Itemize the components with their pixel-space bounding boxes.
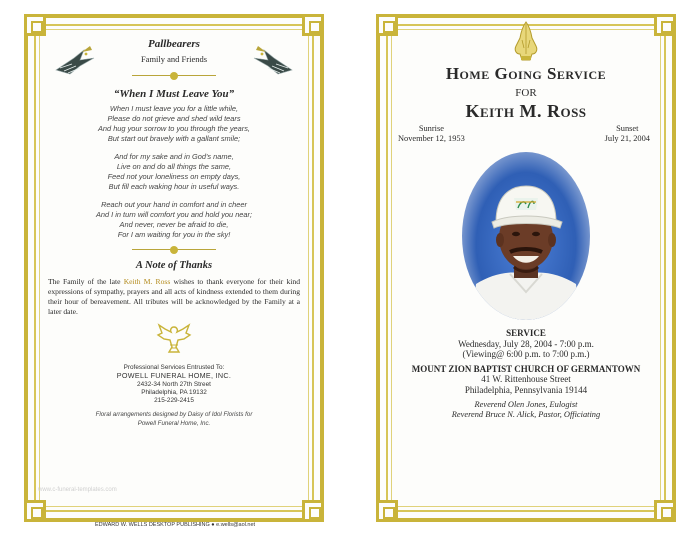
thanks-text bbox=[44, 277, 304, 317]
funeral-home-address: 2432-34 North 27th Street bbox=[137, 380, 211, 388]
poem-line: Reach out your hand in comfort and in cheer bbox=[101, 200, 247, 209]
service-date-time: Wednesday, July 28, 2004 - 7:00 p.m. bbox=[458, 338, 594, 349]
corner-ornament bbox=[24, 14, 46, 36]
poem-stanza bbox=[44, 104, 304, 144]
corner-ornament bbox=[654, 14, 676, 36]
portrait-image bbox=[462, 152, 590, 320]
corner-ornament bbox=[376, 500, 398, 522]
portrait-photo bbox=[462, 152, 590, 320]
viewing-time: (Viewing@ 6:00 p.m. to 7:00 p.m.) bbox=[462, 349, 590, 360]
dove-icon bbox=[54, 44, 98, 78]
life-dates bbox=[396, 124, 656, 146]
sunrise-date: November 12, 1953 bbox=[398, 134, 465, 143]
poem-line: And I in turn will comfort you and hold you near; bbox=[95, 210, 253, 219]
funeral-home-city: Philadelphia, PA 19132 bbox=[141, 388, 207, 396]
for-label: FOR bbox=[515, 87, 537, 99]
poem-line: And for my sake and in God's name, bbox=[114, 152, 234, 161]
funeral-home-name: POWELL FUNERAL HOME, INC. bbox=[116, 371, 232, 381]
watermark-text: www.c-funeral-templates.com bbox=[38, 487, 117, 493]
service-heading: SERVICE bbox=[506, 328, 546, 338]
entrusted-label: Professional Services Entrusted To: bbox=[123, 364, 225, 371]
poem-stanza bbox=[44, 200, 304, 240]
church-name: MOUNT ZION BAPTIST CHURCH OF GERMANTOWN bbox=[411, 363, 641, 374]
dove-icon bbox=[250, 44, 294, 78]
eagle-emblem-icon bbox=[156, 323, 192, 355]
sunset-block bbox=[605, 124, 650, 144]
pallbearers-title: Pallbearers bbox=[148, 38, 200, 50]
officiants bbox=[396, 400, 656, 421]
eulogist: Reverend Olen Jones, Eulogist bbox=[474, 399, 578, 409]
ornamental-divider bbox=[132, 72, 216, 80]
poem-title: “When I Must Leave You” bbox=[113, 88, 235, 100]
pallbearers-subtitle: Family and Friends bbox=[140, 54, 208, 64]
ornamental-divider bbox=[132, 246, 216, 254]
poem-line: But fill each waking hour in useful ways. bbox=[108, 182, 240, 191]
church-street: 41 W. Rittenhouse Street bbox=[481, 374, 571, 385]
deceased-name: Keith M. Ross bbox=[123, 277, 171, 286]
poem-line: For I am waiting for you in the sky! bbox=[117, 230, 231, 239]
sunset-label: Sunset bbox=[616, 124, 639, 133]
thanks-text-after: wishes to thank everyone for their kind expressions of sympathy, prayers and all acts of kindness extended to them during their hour of bereavement. All tributes will be acknowledged by the Family at a later date. bbox=[48, 277, 301, 316]
praying-hands-icon bbox=[511, 20, 541, 62]
right-program-cover bbox=[376, 14, 676, 522]
thanks-text-before: The Family of the late bbox=[48, 277, 124, 286]
funeral-home-phone: 215-229-2415 bbox=[154, 397, 194, 405]
sunset-date: July 21, 2004 bbox=[604, 134, 650, 143]
corner-ornament bbox=[302, 500, 324, 522]
publisher-credit: EDWARD W. WELLS DESKTOP PUBLISHING ● e.wells@aol.net bbox=[94, 522, 256, 528]
poem-line: And never, never be afraid to die, bbox=[119, 220, 229, 229]
deceased-name-heading: Keith M. Ross bbox=[465, 101, 587, 121]
corner-ornament bbox=[302, 14, 324, 36]
floral-line: Floral arrangements designed by Daisy of Idol Florists for bbox=[95, 411, 253, 419]
service-title: Home Going Service bbox=[445, 64, 607, 83]
sunrise-label: Sunrise bbox=[418, 124, 444, 133]
poem-line: But start out bravely with a gallant smile; bbox=[107, 134, 241, 143]
left-program-page bbox=[24, 14, 324, 522]
poem-stanza bbox=[44, 152, 304, 192]
poem-body bbox=[44, 104, 304, 240]
corner-ornament bbox=[24, 500, 46, 522]
poem-line: Please do not grieve and shed wild tears bbox=[107, 114, 241, 123]
poem-line: And hug your sorrow to you through the years, bbox=[97, 124, 250, 133]
church-city: Philadelphia, Pennsylvania 19144 bbox=[464, 384, 588, 395]
poem-line: Live on and do all things the same, bbox=[116, 162, 232, 171]
corner-ornament bbox=[654, 500, 676, 522]
funeral-home-info bbox=[44, 364, 304, 405]
sunrise-block bbox=[398, 124, 465, 144]
corner-ornament bbox=[376, 14, 398, 36]
poem-line: Feed not your loneliness on empty days, bbox=[107, 172, 241, 181]
church-info bbox=[396, 364, 656, 396]
poem-line: When I must leave you for a little while, bbox=[109, 104, 239, 113]
officiating-pastor: Reverend Bruce N. Alick, Pastor, Officiating bbox=[451, 410, 601, 420]
thanks-title: A Note of Thanks bbox=[135, 260, 213, 271]
floral-line: Powell Funeral Home, Inc. bbox=[137, 419, 211, 427]
floral-credit bbox=[44, 411, 304, 428]
service-info bbox=[396, 328, 656, 360]
